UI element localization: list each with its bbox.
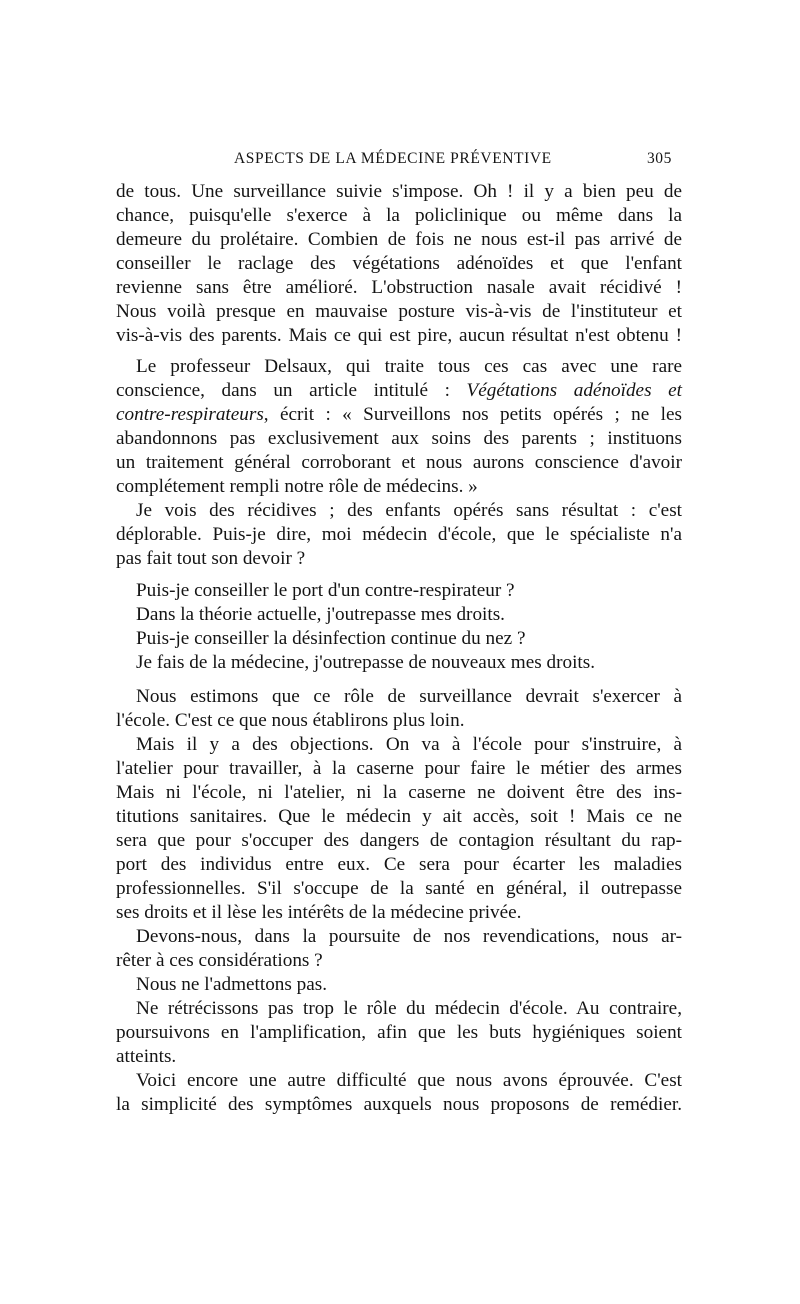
text-line — [116, 403, 682, 427]
text-line: déplorable. Puis-je dire, moi médecin d'école, que le spécialiste n'a — [116, 524, 682, 545]
text-line: ses droits et il lèse les intérêts de la médecine privée. — [116, 902, 522, 923]
text-line: vis-à-vis des parents. Mais ce qui est pire, aucun résultat n'est obtenu ! — [116, 325, 682, 346]
text-line: l'atelier pour travailler, à la caserne pour faire le métier des armes — [116, 758, 682, 779]
text-line: demeure du prolétaire. Combien de fois ne nous est-il pas arrivé de — [116, 229, 682, 250]
text-line: de tous. Une surveillance suivie s'impose. Oh ! il y a bien peu de — [116, 181, 682, 202]
text-line: port des individus entre eux. Ce sera pour écarter les maladies — [116, 854, 682, 875]
paragraph-8 — [116, 997, 682, 1069]
text-line: Mais il y a des objections. On va à l'école pour s'instruire, à — [136, 734, 682, 755]
text-line: rêter à ces considérations ? — [116, 950, 323, 971]
paragraph-2 — [116, 355, 682, 499]
text-line: sera que pour s'occuper des dangers de contagion résultant du rap- — [116, 830, 682, 851]
text-line: Nous voilà presque en mauvaise posture vis-à-vis de l'instituteur et — [116, 301, 682, 322]
paragraph-3 — [116, 499, 682, 571]
text-line: professionnelles. S'il s'occupe de la santé en général, il outrepasse — [116, 878, 682, 899]
text-line: Voici encore une autre difficulté que nous avons éprouvée. C'est — [136, 1070, 682, 1091]
text-line: chance, puisqu'elle s'exerce à la policlinique ou même dans la — [116, 205, 682, 226]
paragraph-1 — [116, 180, 682, 348]
text-line: Nous estimons que ce rôle de surveillance devrait s'exercer à — [136, 686, 682, 707]
text-line: Ne rétrécissons pas trop le rôle du médecin d'école. Au contraire, — [136, 998, 682, 1019]
text-line: Mais ni l'école, ni l'atelier, ni la caserne ne doivent être des ins- — [116, 782, 682, 803]
paragraph-6 — [116, 925, 682, 973]
question-line: Puis-je conseiller le port d'un contre-respirateur ? — [136, 580, 515, 601]
text-line: conseiller le raclage des végétations adénoïdes et que l'enfant — [116, 253, 682, 274]
text-line: complétement rempli notre rôle de médecins. » — [116, 476, 478, 497]
text-line: Nous ne l'admettons pas. — [136, 974, 328, 995]
answer-line: Dans la théorie actuelle, j'outrepasse mes droits. — [136, 604, 505, 625]
article-title-italic: Végétations adénoïdes et — [466, 380, 682, 401]
question-list — [116, 579, 682, 675]
text-line: pas fait tout son devoir ? — [116, 548, 306, 569]
text-line: Le professeur Delsaux, qui traite tous ces cas avec une rare — [136, 356, 682, 377]
book-page — [116, 148, 682, 1117]
paragraph-5 — [116, 733, 682, 925]
paragraph-7 — [116, 973, 682, 997]
text-line: revienne sans être amélioré. L'obstruction nasale avait récidivé ! — [116, 277, 682, 298]
text-line: un traitement général corroborant et nous aurons conscience d'avoir — [116, 452, 682, 473]
text-line — [116, 379, 682, 403]
page-number: 305 — [646, 150, 672, 167]
text-line: Devons-nous, dans la poursuite de nos revendications, nous ar- — [136, 926, 682, 947]
text-line: l'école. C'est ce que nous établirons plus loin. — [116, 710, 465, 731]
text-line: atteints. — [116, 1046, 177, 1067]
text-line: poursuivons en l'amplification, afin que les buts hygiéniques soient — [116, 1022, 682, 1043]
text-line: abandonnons pas exclusivement aux soins des parents ; instituons — [116, 428, 682, 449]
text-segment: conscience, dans un article intitulé : — [116, 380, 467, 401]
answer-line: Je fais de la médecine, j'outrepasse de nouveaux mes droits. — [136, 652, 596, 673]
text-line: titutions sanitaires. Que le médecin y ait accès, soit ! Mais ce ne — [116, 806, 682, 827]
running-title: ASPECTS DE LA MÉDECINE PRÉVENTIVE — [234, 150, 552, 167]
question-line: Puis-je conseiller la désinfection continue du nez ? — [136, 628, 526, 649]
article-title-italic: contre-respirateurs — [116, 404, 264, 425]
running-head — [116, 148, 682, 170]
text-line: Je vois des récidives ; des enfants opérés sans résultat : c'est — [136, 500, 682, 521]
text-segment: , écrit : « Surveillons nos petits opérés ; ne les — [263, 404, 682, 425]
text-line: la simplicité des symptômes auxquels nous proposons de remédier. — [116, 1094, 682, 1115]
paragraph-4 — [116, 685, 682, 733]
paragraph-9 — [116, 1069, 682, 1117]
